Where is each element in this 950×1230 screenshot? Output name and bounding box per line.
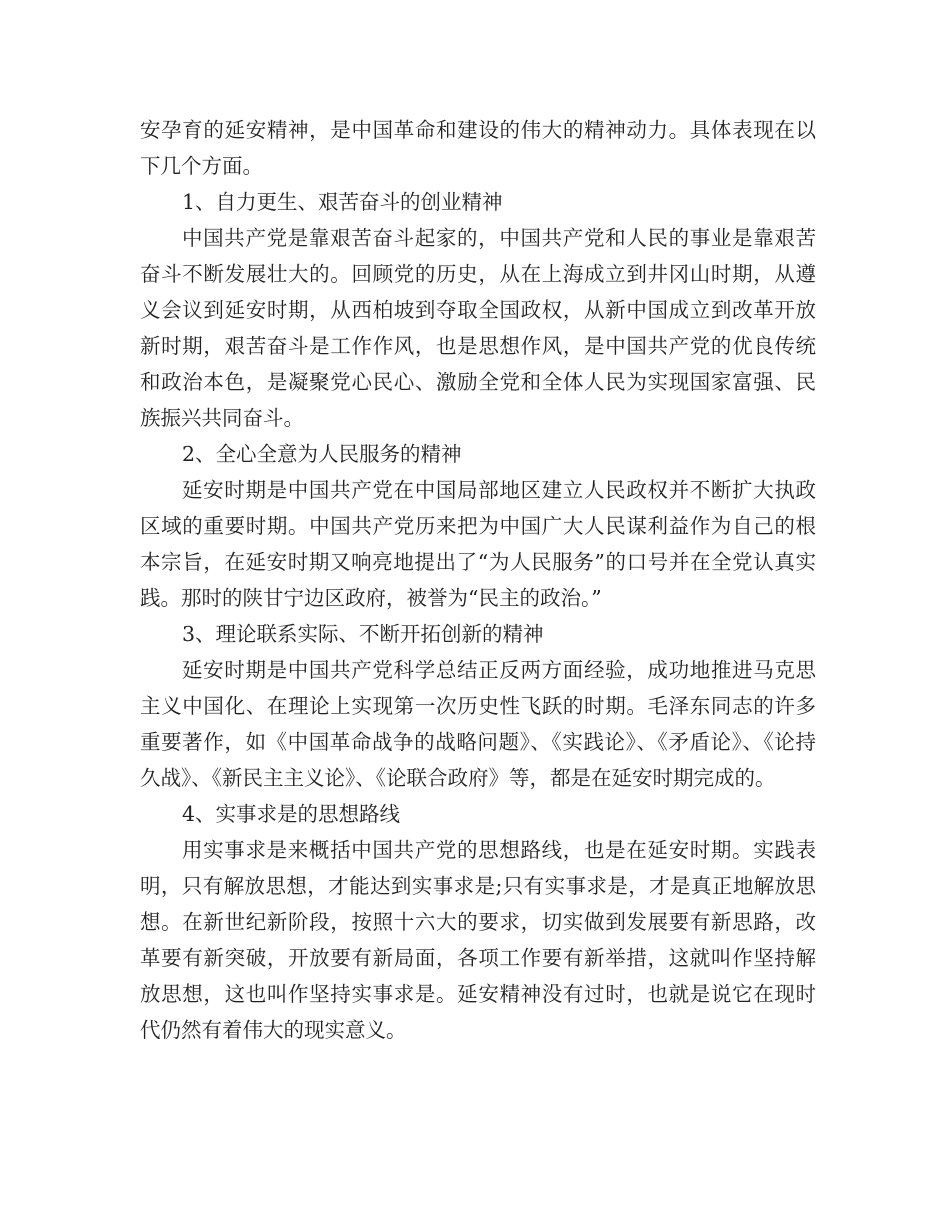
section-paragraph-3: 延安时期是中国共产党科学总结正反两方面经验，成功地推进马克思主义中国化、在理论上实现第一次历史性飞跃的时期。毛泽东同志的许多重要著作，如《中国革命战争的战略问题》、《实践论》、《矛盾论》、《论持久战》、《新民主主义论》、《论联合政府》等，都是在延安时期完成的。 [140, 658, 816, 790]
section-heading-3: 3、理论联系实际、不断开拓创新的精神 [182, 622, 544, 646]
section-paragraph-4: 用实事求是来概括中国共产党的思想路线，也是在延安时期。实践表明，只有解放思想，才能达到实事求是;只有实事求是，才是真正地解放思想。在新世纪新阶段，按照十六大的要求，切实做到发展要有新思路，改革要有新突破，开放要有新局面，各项工作要有新举措，这就叫作坚持解放思想，这也叫作坚持实事求是。延安精神没有过时，也就是说它在现时代仍然有着伟大的现实意义。 [140, 838, 816, 1042]
section-heading-4: 4、实事求是的思想路线 [182, 802, 401, 826]
intro-paragraph: 安孕育的延安精神，是中国革命和建设的伟大的精神动力。具体表现在以下几个方面。 [140, 118, 816, 178]
section-heading-1: 1、自力更生、艰苦奋斗的创业精神 [182, 190, 503, 214]
section-heading-2: 2、全心全意为人民服务的精神 [182, 442, 462, 466]
document-body [140, 112, 816, 1048]
section-paragraph-1: 中国共产党是靠艰苦奋斗起家的，中国共产党和人民的事业是靠艰苦奋斗不断发展壮大的。回顾党的历史，从在上海成立到井冈山时期，从遵义会议到延安时期，从西柏坡到夺取全国政权，从新中国成立到改革开放新时期，艰苦奋斗是工作作风，也是思想作风，是中国共产党的优良传统和政治本色，是凝聚党心民心、激励全党和全体人民为实现国家富强、民族振兴共同奋斗。 [140, 226, 816, 430]
section-paragraph-2: 延安时期是中国共产党在中国局部地区建立人民政权并不断扩大执政区域的重要时期。中国共产党历来把为中国广大人民谋利益作为自己的根本宗旨，在延安时期又响亮地提出了“为人民服务”的口号并在全党认真实践。那时的陕甘宁边区政府，被誉为“民主的政治。” [140, 478, 816, 610]
